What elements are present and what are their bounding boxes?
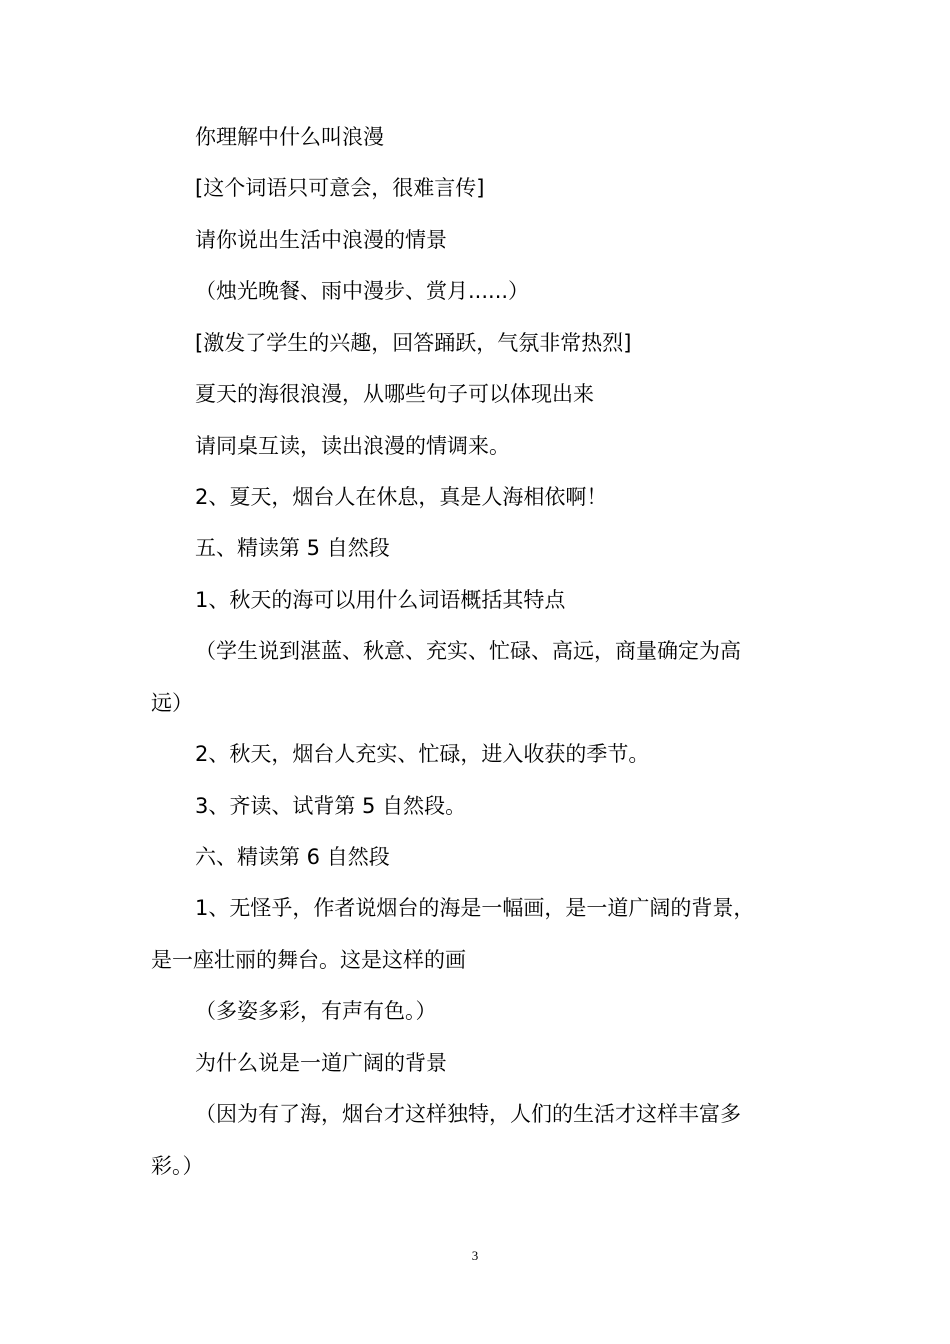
section-heading: 六、精读第 6 自然段 [195,845,390,869]
text-line: 你理解中什么叫浪漫 [195,125,384,149]
text-line: 请你说出生活中浪漫的情景 [195,228,447,252]
section-heading: 五、精读第 5 自然段 [195,536,390,560]
page-number: 3 [471,1248,479,1263]
text-line: [激发了学生的兴趣，回答踊跃，气氛非常热烈] [195,331,632,355]
text-line: （多姿多彩，有声有色。） [195,999,437,1023]
text-line: 2、夏天，烟台人在休息，真是人海相依啊！ [195,485,608,509]
text-line: （因为有了海，烟台才这样独特，人们的生活才这样丰富多 [195,1102,741,1126]
text-line: 1、秋天的海可以用什么词语概括其特点 [195,588,566,612]
text-line: 夏天的海很浪漫，从哪些句子可以体现出来 [195,382,594,406]
text-line: 远） [151,691,193,715]
text-line: 2、秋天，烟台人充实、忙碌，进入收获的季节。 [195,742,650,766]
text-line: 1、无怪乎，作者说烟台的海是一幅画，是一道广阔的背景， [195,896,755,920]
text-line: 是一座壮丽的舞台。这是这样的画 [151,948,466,972]
text-line: 为什么说是一道广阔的背景 [195,1051,447,1075]
text-line: 彩。） [151,1154,204,1178]
text-line: （烛光晚餐、雨中漫步、赏月......） [195,279,530,303]
text-line: [这个词语只可意会，很难言传] [195,176,485,200]
text-line: （学生说到湛蓝、秋意、充实、忙碌、高远，商量确定为高 [195,639,741,663]
text-line: 请同桌互读，读出浪漫的情调来。 [195,434,510,458]
text-line: 3、齐读、试背第 5 自然段。 [195,794,467,818]
